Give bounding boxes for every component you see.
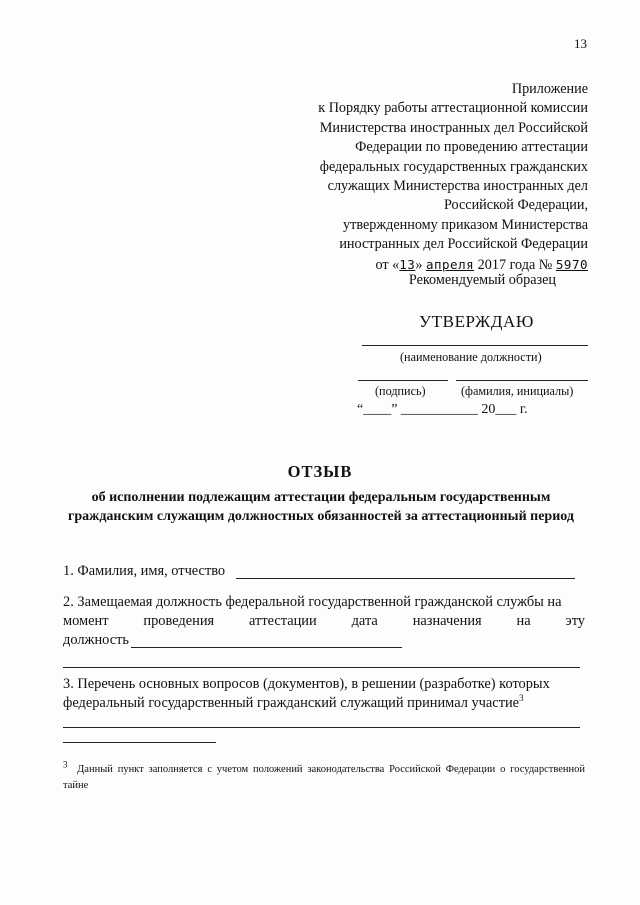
- appendix-line: Министерства иностранных дел Российской: [319, 119, 588, 136]
- item1-label: 1. Фамилия, имя, отчество: [63, 563, 226, 579]
- order-day: 13: [399, 256, 416, 272]
- order-number: 5970: [555, 256, 588, 272]
- footnote-marker: 3: [63, 759, 68, 770]
- order-year: 2017 года №: [477, 256, 553, 273]
- item2-word: эту: [565, 613, 585, 629]
- item1-fill-line: [236, 578, 575, 579]
- item2-word: момент: [63, 613, 109, 629]
- order-day-close: »: [415, 256, 423, 273]
- appendix-line: иностранных дел Российской Федерации: [339, 236, 588, 253]
- item2-word: назначения: [412, 613, 482, 629]
- document-subtitle: об исполнении подлежащим аттестации федеральным государственным гражданским служащим должностных обязанностей за аттестационный период: [68, 490, 574, 524]
- order-date-prefix: от «: [375, 256, 400, 273]
- approval-title: УТВЕРЖДАЮ: [419, 312, 534, 331]
- item2-word: на: [516, 613, 531, 629]
- item2-line1: 2. Замещаемая должность федеральной государственной гражданской службы на: [63, 594, 562, 610]
- appendix-line: Приложение: [511, 81, 588, 97]
- item3-line2: [63, 695, 524, 712]
- item2-word: дата: [351, 613, 378, 629]
- signature-line: [358, 380, 448, 381]
- signature-caption: (подпись): [375, 384, 426, 398]
- item2-line3: должность: [63, 632, 129, 648]
- appendix-line: федеральных государственных гражданских: [319, 158, 588, 175]
- appendix-line: Федерации по проведению аттестации: [355, 139, 588, 156]
- item2-word: проведения: [143, 613, 215, 629]
- appendix-line: Российской Федерации,: [443, 197, 588, 214]
- name-caption: (фамилия, инициалы): [461, 384, 574, 398]
- appendix-line: к Порядку работы аттестационной комиссии: [318, 100, 588, 117]
- appendix-line: служащих Министерства иностранных дел: [327, 178, 588, 195]
- order-month: апреля: [425, 256, 475, 272]
- footnote-ref: 3: [519, 693, 524, 704]
- document-title: ОТЗЫВ: [287, 462, 353, 481]
- recommended-sample: Рекомендуемый образец: [408, 272, 556, 288]
- item2-extra-line: [63, 667, 580, 668]
- appendix-line: утвержденному приказом Министерства: [343, 216, 588, 233]
- footnote-separator: [63, 742, 216, 743]
- item3-fill-line: [63, 727, 580, 728]
- appendix-block: [268, 80, 588, 275]
- page-number: 13: [574, 36, 587, 51]
- approval-date-line: “____” ___________ 20___ г.: [357, 402, 528, 417]
- position-caption: (наименование должности): [400, 350, 542, 364]
- footnote: [63, 759, 585, 794]
- item2-line2: [63, 613, 585, 630]
- item2-word: аттестации: [249, 613, 317, 629]
- name-line: [456, 380, 588, 381]
- item3-line1: 3. Перечень основных вопросов (документов), в решении (разработке) которых: [63, 676, 550, 692]
- item3-line2-text: федеральный государственный гражданский служащий принимал участие: [63, 695, 520, 711]
- item2-fill-line: [131, 647, 402, 648]
- position-line: [362, 345, 588, 346]
- footnote-text: Данный пункт заполняется с учетом положений законодательства Российской Федерации о государственной тайне: [63, 764, 585, 791]
